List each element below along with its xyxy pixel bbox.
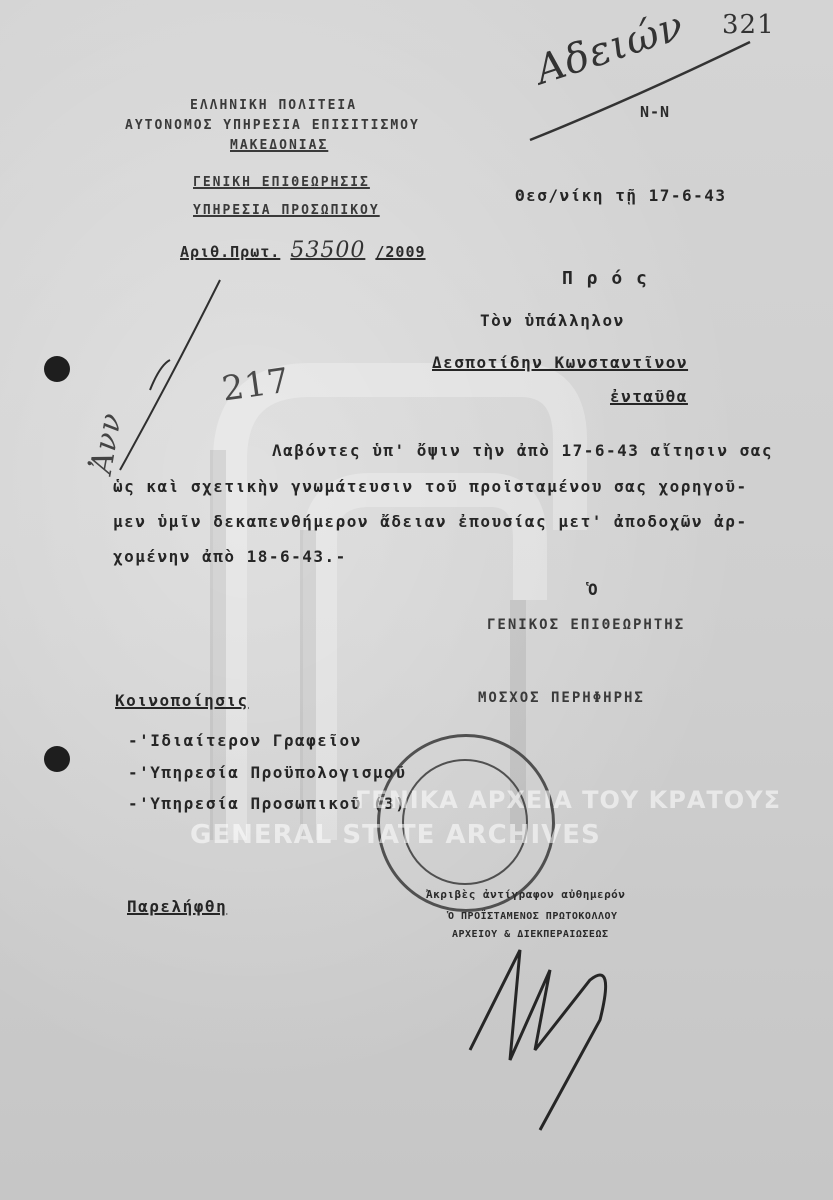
signature-title: ΓΕΝΙΚΟΣ ΕΠΙΘΕΩΡΗΤΗΣ	[487, 617, 686, 633]
protocol-year: /2009	[375, 243, 426, 261]
header-line-2: ΑΥΤΟΝΟΜΟΣ ΥΠΗΡΕΣΙΑ ΕΠΙΣΙΤΙΣΜΟΥ	[125, 118, 420, 133]
protocol-label: Αριθ.Πρωτ.	[180, 243, 281, 261]
recipient-line-1: Τὸν ὑπάλληλον	[480, 311, 625, 330]
header-line-4: ΓΕΝΙΚΗ ΕΠΙΘΕΩΡΗΣΙΣ	[193, 175, 370, 190]
body-line-3: μεν ὑμῖν δεκαπενθήμερον ἄδειαν ἐπουσίας μετ' ἀποδοχῶν ἀρ-	[113, 512, 748, 531]
punch-hole-bottom	[44, 746, 70, 772]
handwritten-underline	[520, 30, 760, 150]
watermark-greek: ΓΕΝΙΚΑ ΑΡΧΕΙΑ ΤΟΥ ΚΡΑΤΟΥΣ	[355, 786, 781, 814]
distribution-item-2: -'Υπηρεσία Προϋπολογισμοῦ	[128, 763, 407, 782]
header-line-3: ΜΑΚΕΔΟΝΙΑΣ	[230, 138, 329, 153]
header-line-1: ΕΛΛΗΝΙΚΗ ΠΟΛΙΤΕΙΑ	[190, 98, 358, 113]
distribution-item-3: -'Υπηρεσία Προσωπικοῦ (3)	[128, 794, 407, 813]
margin-initials: Ἀνν	[84, 409, 130, 477]
stamp-text-line-2: Ὁ ΠΡΟΪΣΤΑΜΕΝΟΣ ΠΡΩΤΟΚΟΛΛΟΥ	[448, 911, 618, 922]
recipient-name: Δεσποτίδην Κωνσταντῖνον	[432, 353, 689, 372]
header-line-5: ΥΠΗΡΕΣΙΑ ΠΡΟΣΩΠΙΚΟΥ	[193, 203, 380, 218]
handwritten-category: Αδειών	[530, 2, 690, 94]
body-line-1: Λαβόντες ὑπ' ὄψιν τὴν ἀπὸ 17-6-43 αἴτησιν σας	[272, 441, 773, 460]
document-code: Ν-Ν	[640, 103, 671, 121]
stamp-text-line-3: ΑΡΧΕΙΟΥ & ΔΙΕΚΠΕΡΑΙΩΣΕΩΣ	[452, 929, 609, 940]
signature-name: ΜΟΣΧΟΣ ΠΕΡΗΦΗΡΗΣ	[478, 690, 645, 706]
body-line-2: ὡς καὶ σχετικὴν γνωμάτευσιν τοῦ προϊσταμένου σας χορηγοῦ-	[113, 477, 748, 496]
recipient-place: ἐνταῦθα	[610, 387, 688, 406]
margin-check-mark	[100, 270, 260, 490]
handwritten-signature	[440, 940, 670, 1140]
protocol-handwritten: 53500	[290, 238, 366, 263]
punch-hole-top	[44, 356, 70, 382]
signature-article: Ὁ	[588, 580, 600, 599]
watermark-english: GENERAL STATE ARCHIVES	[190, 820, 601, 850]
received-note: Παρελήφθη	[127, 897, 228, 916]
distribution-heading: Κοινοποίησις	[115, 691, 249, 710]
distribution-item-1: -'Ιδιαίτερον Γραφεῖον	[128, 731, 362, 750]
body-line-4: χομένην ἀπὸ 18-6-43.-	[113, 547, 347, 566]
document-date: Θεσ/νίκη τῇ 17-6-43	[515, 186, 727, 205]
page-number: 321	[722, 10, 775, 40]
stamp-text-line-1: Ἀκριβὲς ἀντίγραφον αὐθημερόν	[426, 888, 626, 901]
margin-number: 217	[219, 360, 293, 410]
protocol-number	[180, 238, 426, 263]
recipient-to: Π ρ ό ς	[562, 268, 649, 289]
